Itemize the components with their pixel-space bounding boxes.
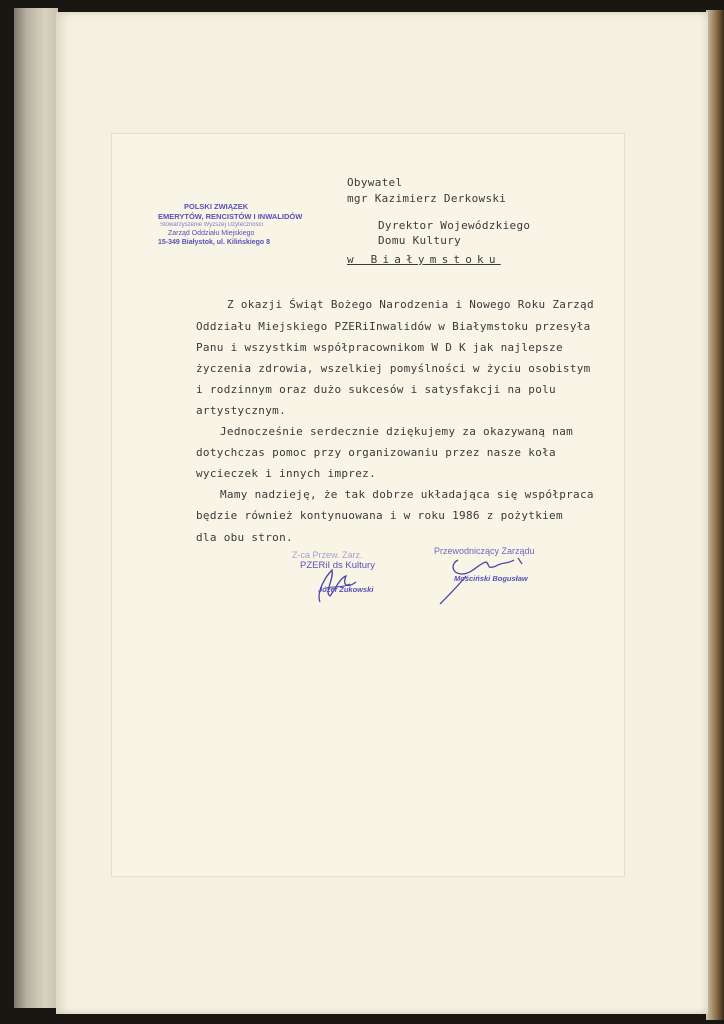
body-line: życzenia zdrowia, wszelkiej pomyślności w życiu osobistym [196, 362, 591, 375]
body-line: dla obu stron. [196, 531, 293, 544]
recipient-title-line2: Domu Kultury [378, 234, 462, 247]
body-line: Jednocześnie serdecznie dziękujemy za okazywaną nam [220, 425, 574, 438]
signature-left-stamp-line1: Z-ca Przew. Zarz. [292, 550, 363, 560]
signature-left-name: Józef Żukowski [318, 585, 374, 594]
stamp-line-1: POLSKI ZWIĄZEK [184, 202, 249, 211]
body-line: będzie również kontynuowana i w roku 1986 z pożytkiem [196, 509, 563, 522]
signature-right-stamp-line1: Przewodniczący Zarządu [434, 546, 535, 556]
book-page-edges-right [706, 10, 724, 1020]
stamp-line-5: 15-349 Białystok, ul. Kilińskiego 8 [158, 239, 271, 246]
body-line: dotychczas pomoc przy organizowaniu przez nasze koła [196, 446, 556, 459]
recipient-city: w Białymstoku [347, 253, 501, 266]
body-line: Z okazji Świąt Bożego Narodzenia i Nowego Roku Zarząd [227, 298, 594, 311]
signature-right-name: Mościński Bogusław [454, 574, 528, 583]
body-line: wycieczek i innych imprez. [196, 467, 376, 480]
body-line: Oddziału Miejskiego PZERiInwalidów w Białymstoku przesyła [196, 320, 591, 333]
recipient-title-line1: Dyrektor Wojewódzkiego [378, 219, 531, 232]
recipient-salutation: Obywatel [347, 176, 403, 189]
body-line: i rodzinnym oraz dużo sukcesów i satysfakcji na polu [196, 383, 556, 396]
signature-left-stamp-line2: PZERiI ds Kultury [300, 560, 375, 571]
body-line: artystycznym. [196, 404, 286, 417]
stamp-line-2: EMERYTÓW, RENCISTÓW I INWALIDÓW [158, 212, 303, 221]
book-page-edges-left [14, 8, 58, 1008]
stamp-line-4: Zarząd Oddziału Miejskiego [168, 230, 255, 237]
body-line: Panu i wszystkim współpracownikom W D K jak najlepsze [196, 341, 563, 354]
stamp-line-3: Stowarzyszenie Wyższej Użyteczności [160, 222, 263, 228]
body-line: Mamy nadzieję, że tak dobrze układająca się współpraca [220, 488, 594, 501]
recipient-name: mgr Kazimierz Derkowski [347, 192, 507, 205]
